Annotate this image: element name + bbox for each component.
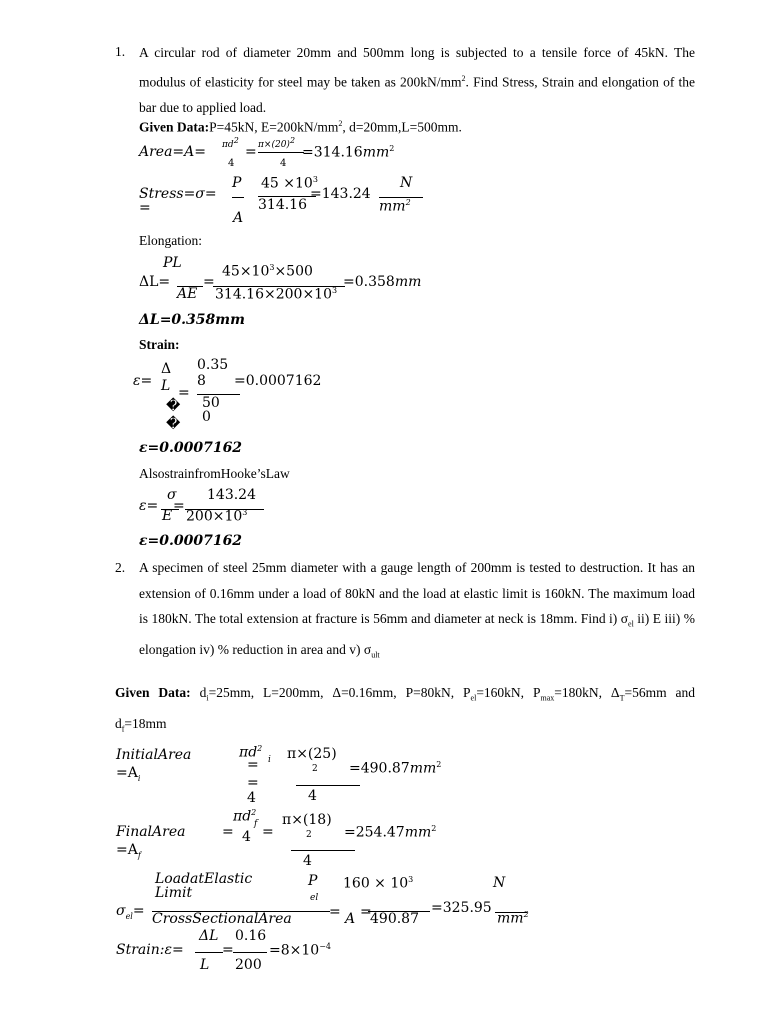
sigma-lhs bbox=[116, 903, 145, 921]
elong-lhs bbox=[139, 274, 170, 290]
area-num2-text: π×(20) bbox=[258, 140, 290, 150]
elong-den1: AE bbox=[177, 286, 198, 302]
q2-given-2: =25mm, L=200mm, Δ=0.16mm, P=80kN, P bbox=[208, 685, 471, 700]
stress-unit-den-text: mm bbox=[379, 198, 406, 215]
given-data-b: , d=20mm,L=500mm. bbox=[342, 119, 462, 135]
strain-result: =0.0007162 bbox=[234, 373, 322, 389]
q2-text: A specimen of steel 25mm diameter with a gauge length of 200mm is tested to destruction. It has an extension of 0.16mm under a load of 80kN and the load at elastic limit is 160kN. The maximum load is 180kN. The total extension at fracture is 56mm and diameter at neck is 18mm. Find i) σ bbox=[139, 560, 695, 626]
final-lhs-sub: f bbox=[137, 850, 141, 860]
q2-text-sub: el bbox=[628, 619, 634, 629]
initial-lhs-a: InitialArea bbox=[116, 747, 192, 763]
q2-strain-result-sup: −4 bbox=[319, 942, 331, 951]
stress-unit-num: N bbox=[400, 175, 413, 191]
elong-result-text: =0.358 bbox=[343, 274, 395, 290]
stress-den2: 314.16 bbox=[258, 197, 307, 213]
initial-num2-sup: 2 bbox=[312, 764, 318, 774]
stress-result: =143.24 bbox=[310, 186, 371, 202]
strain-garble1: � bbox=[166, 398, 181, 414]
q2-strain-den1: L bbox=[200, 957, 210, 973]
elong-num2 bbox=[222, 263, 313, 280]
final-lhs-b bbox=[116, 842, 141, 860]
elong-den2 bbox=[215, 286, 337, 303]
final-num2-sup: 2 bbox=[306, 830, 312, 840]
stress-unit-den-sup: 2 bbox=[405, 198, 411, 207]
given-data-label: Given Data: bbox=[139, 119, 210, 135]
initial-num1-sub: i bbox=[268, 755, 271, 765]
q2-strain-den2: 200 bbox=[235, 957, 262, 973]
q2-strain-num2: 0.16 bbox=[235, 928, 267, 944]
q1-statement bbox=[139, 40, 695, 120]
final-den1: 4 bbox=[242, 829, 251, 845]
sigma-unit-den-sup: 2 bbox=[523, 910, 529, 919]
area-eq: = bbox=[245, 144, 257, 160]
hooke-eq: = bbox=[173, 498, 185, 514]
elong-num2-sup: 3 bbox=[269, 263, 275, 272]
sigma-den1: CrossSectionalArea bbox=[152, 911, 292, 927]
hooke-den2 bbox=[186, 508, 247, 525]
strain-num2a: 0.35 bbox=[197, 357, 229, 373]
area-lhs: Area=A= bbox=[139, 144, 207, 160]
final-num1-sub: f bbox=[254, 819, 258, 829]
elong-lhs-text: ΔL= bbox=[139, 274, 171, 290]
strain-num1b: L bbox=[161, 378, 171, 394]
q2-strain-eq: = bbox=[222, 942, 234, 958]
final-num1-sup: 2 bbox=[251, 808, 257, 817]
area-num1 bbox=[222, 136, 239, 150]
initial-fraction-bar bbox=[296, 785, 360, 786]
elong-num1: PL bbox=[163, 255, 182, 271]
q2-given-4-sub: T bbox=[619, 693, 625, 703]
final-fraction-bar bbox=[291, 850, 355, 851]
strain-lhs: ε= bbox=[133, 373, 153, 389]
strain-eq: = bbox=[178, 385, 190, 401]
hooke-label: AlsostrainfromHooke’sLaw bbox=[139, 466, 290, 481]
area-result-text: =314.16 bbox=[302, 144, 363, 161]
area-num1-sup: 2 bbox=[233, 136, 239, 145]
area-unit-sup: 2 bbox=[389, 144, 395, 153]
q1-text-b: . Find Stress, Strain and elongation of the bar due to applied load. bbox=[139, 74, 695, 115]
initial-eq1: = bbox=[247, 757, 259, 773]
initial-eq1b: = bbox=[247, 775, 259, 791]
sigma-lhs-text: σ bbox=[116, 903, 126, 919]
area-num2-sup: 2 bbox=[289, 136, 296, 145]
sigma-num2-sub: el bbox=[310, 893, 319, 903]
sigma-eq2: = bbox=[360, 904, 372, 920]
elongation-label: Elongation: bbox=[139, 233, 202, 248]
q2-strain-result bbox=[269, 942, 331, 959]
initial-unit: mm bbox=[409, 760, 437, 777]
sigma-unit-num: N bbox=[493, 875, 506, 891]
sigma-lhs-eq: = bbox=[132, 903, 145, 919]
q2-given-1-sub: i bbox=[206, 693, 209, 703]
initial-num1-text: πd bbox=[239, 744, 258, 761]
final-eq: = bbox=[262, 824, 274, 840]
q1-given-data bbox=[139, 119, 462, 136]
area-unit: mm bbox=[362, 144, 390, 161]
q2-text-b: ii) E iii) % elongation iv) % reduction in area and v) σ bbox=[139, 611, 695, 658]
sigma-lhs-sub: el bbox=[125, 911, 133, 921]
final-den2: 4 bbox=[303, 853, 312, 869]
q2-given-data bbox=[115, 680, 695, 741]
sigma-result: =325.95 bbox=[431, 900, 492, 916]
elong-den2-text: 314.16×200×10 bbox=[215, 286, 332, 303]
initial-result bbox=[349, 760, 441, 777]
q2-given-5: =56mm and d bbox=[115, 685, 696, 731]
q2-strain-num1: ΔL bbox=[199, 928, 219, 944]
initial-lhs-b bbox=[116, 765, 140, 783]
sigma-eq1: = bbox=[329, 904, 341, 920]
q2-given-3: =160kN, P bbox=[476, 685, 541, 700]
initial-num2-text: π×(25) bbox=[287, 746, 337, 762]
final-unit-sup: 2 bbox=[431, 824, 437, 833]
q2-given-3-sub: max bbox=[540, 693, 555, 703]
final-lhs-a: FinalArea bbox=[116, 824, 186, 840]
q2-strain-result-text: =8×10 bbox=[269, 942, 320, 959]
q2-statement bbox=[139, 555, 695, 668]
area-num1-text: πd bbox=[222, 140, 234, 150]
q2-given-6: =18mm bbox=[124, 715, 167, 731]
q2-given-label: Given Data: bbox=[115, 685, 191, 700]
initial-unit-sup: 2 bbox=[436, 760, 442, 769]
strain-bold-result: ε=0.0007162 bbox=[139, 440, 243, 456]
final-result bbox=[344, 824, 436, 841]
sigma-num3 bbox=[343, 875, 413, 892]
hooke-den2-sup: 3 bbox=[242, 508, 248, 517]
initial-lhs-b-text: =A bbox=[116, 765, 138, 781]
elong-den2-sup: 3 bbox=[331, 286, 338, 295]
stress-unit-den bbox=[379, 198, 411, 215]
hooke-num1: σ bbox=[167, 487, 177, 503]
q2-strain-fraction-bar2 bbox=[233, 952, 267, 953]
strain-num2b: 8 bbox=[197, 373, 206, 389]
q1-text-a: A circular rod of diameter 20mm and 500mm long is subjected to a tensile force of 45kN. The modulus of elasticity for steel may be taken as 200kN/mm bbox=[139, 45, 695, 89]
strain-den2a: 50 bbox=[202, 395, 220, 411]
elong-num2-text: 45×10 bbox=[222, 263, 270, 280]
q2-given-2-sub: el bbox=[470, 693, 477, 703]
q2-given-5-sub: f bbox=[121, 724, 125, 734]
hooke-den1: E bbox=[162, 508, 173, 524]
stress-num2-text: 45 ×10 bbox=[261, 175, 313, 192]
elong-bold-result: ΔL=0.358mm bbox=[139, 312, 245, 328]
strain-garble2: � bbox=[166, 416, 181, 432]
initial-num1-sup: 2 bbox=[257, 744, 263, 753]
q2-text-sub2: ult bbox=[371, 650, 380, 660]
sigma-den3: 490.87 bbox=[370, 911, 419, 927]
strain-den2b: 0 bbox=[202, 409, 211, 425]
elong-result bbox=[343, 274, 421, 290]
q1-number: 1. bbox=[115, 44, 126, 59]
strain-num1a: Δ bbox=[161, 361, 172, 377]
stress-num2-sup: 3 bbox=[312, 175, 318, 184]
area-result bbox=[302, 144, 394, 161]
q1-text-sup: 2 bbox=[461, 73, 466, 83]
elong-unit: mm bbox=[394, 274, 422, 290]
stress-den1: A bbox=[233, 210, 244, 226]
hooke-lhs: ε= bbox=[139, 498, 159, 514]
final-num1 bbox=[233, 808, 256, 825]
area-num2 bbox=[258, 136, 295, 150]
sigma-num1a: LoadatElastic bbox=[155, 871, 253, 887]
sigma-num1b: Limit bbox=[155, 885, 193, 901]
final-unit: mm bbox=[404, 824, 432, 841]
q2-given-4: =180kN, Δ bbox=[554, 685, 620, 700]
stress-eq: = bbox=[139, 200, 151, 216]
sigma-den2: A bbox=[345, 911, 356, 927]
given-data-sup: 2 bbox=[338, 119, 343, 128]
final-num2: π×(18) bbox=[282, 812, 332, 828]
q2-strain-fraction-bar1 bbox=[195, 952, 223, 953]
elong-eq: = bbox=[203, 274, 215, 290]
area-fraction-bar bbox=[258, 152, 304, 153]
hooke-den2-text: 200×10 bbox=[186, 508, 243, 525]
q2-given-1: d bbox=[190, 685, 207, 700]
final-num1-text: πd bbox=[233, 808, 252, 825]
hooke-num2: 143.24 bbox=[207, 487, 256, 503]
sigma-unit-den-text: mm bbox=[497, 910, 524, 927]
sigma-num3-sup: 3 bbox=[408, 875, 414, 884]
area-den1: 4 bbox=[228, 158, 235, 169]
elong-num2-b: ×500 bbox=[274, 263, 313, 280]
final-result-text: =254.47 bbox=[344, 824, 405, 841]
area-den2: 4 bbox=[280, 158, 287, 169]
sigma-unit-den bbox=[497, 910, 529, 927]
initial-num2 bbox=[287, 746, 337, 762]
final-lhs-b-text: =A bbox=[116, 842, 138, 858]
initial-result-text: =490.87 bbox=[349, 760, 410, 777]
initial-den1: 4 bbox=[247, 790, 256, 806]
sigma-num3-text: 160 × 10 bbox=[343, 875, 409, 892]
stress-num1: P bbox=[232, 175, 242, 191]
strain-label: Strain: bbox=[139, 337, 180, 352]
sigma-num2: P bbox=[308, 873, 318, 889]
q2-number: 2. bbox=[115, 560, 126, 575]
final-eq0: = bbox=[222, 824, 234, 840]
given-data-a: P=45kN, E=200kN/mm bbox=[209, 119, 339, 135]
initial-lhs-sub: i bbox=[137, 773, 141, 783]
stress-fraction-bar1 bbox=[232, 197, 244, 198]
q2-strain-lhs: Strain:ε= bbox=[116, 942, 184, 958]
initial-den2: 4 bbox=[308, 788, 317, 804]
stress-lhs: Stress=σ= bbox=[139, 186, 217, 202]
hooke-bold-result: ε=0.0007162 bbox=[139, 533, 243, 549]
